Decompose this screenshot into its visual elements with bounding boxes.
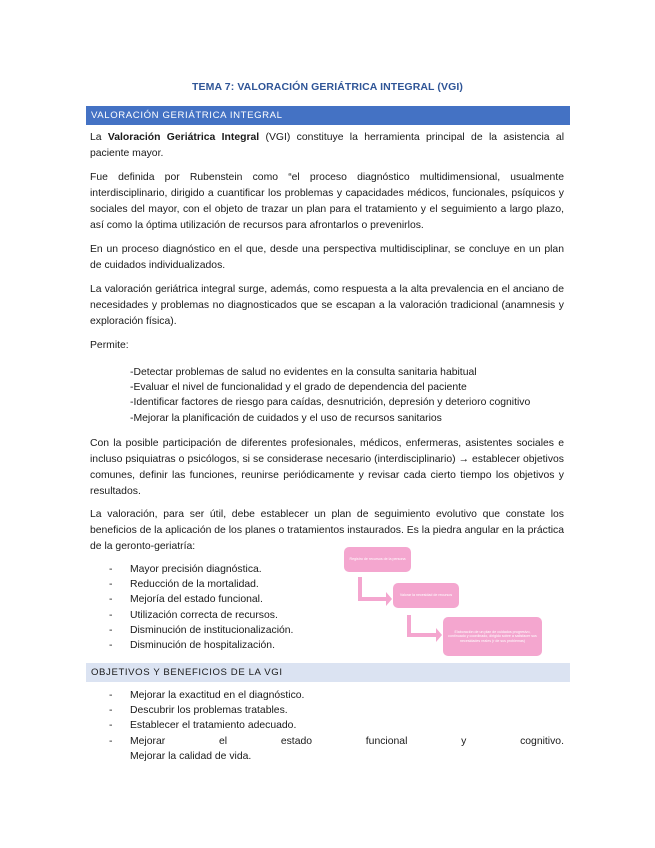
section-heading-objectives: OBJETIVOS Y BENEFICIOS DE LA VGI [86,663,570,682]
diagram-box-care-plan: Elaboración de un plan de cuidados progresivo, continuado y coordinado, dirigido sobre a satisfacer sus necesidades reales (r de sus problemas) [443,617,542,656]
process-diagram [340,545,550,660]
permite-label: Permite: [90,340,129,351]
list-item: - Utilización correcta de recursos. [109,609,278,621]
intro-prefix: La [90,132,108,143]
list-item: - Mejorar la exactitud en el diagnóstico. [109,690,305,701]
list-item: -Identificar factores de riesgo para caídas, desnutrición, depresión y deterioro cognitivo [130,397,531,409]
interdisciplinary-paragraph: Con la posible participación de diferentes profesionales, médicos, enfermeras, asistentes sociales e incluso psiquiatras o psicólogos, si se considerase necesario (interdisciplinario) → establecer objetivos comunes, definir las funciones, reunirse periódicamente y revisar cada cierto tiempo los objetivos y resultados. [90,438,564,497]
list-item: - Mejorar el estado funcional y cognitivo. [109,734,569,749]
intro-paragraph [90,130,564,162]
list-item: -Evaluar el nivel de funcionalidad y el grado de dependencia del paciente [130,382,467,394]
list-item: - Mejoría del estado funcional. [109,594,263,606]
justified-objective-line: Mejorar el estado funcional y cognitivo. [130,735,564,747]
list-item: - Reducción de la mortalidad. [109,579,259,591]
follow-up-paragraph: La valoración, para ser útil, debe establecer un plan de seguimiento evolutivo que constate los beneficios de la aplicación de los planes o tratamientos instaurados. Es la piedra angular en la práctica de la geronto-geriatría: [90,509,564,552]
intro-bold-term: Valoración Geriátrica Integral [107,132,260,143]
elbow-arrow-1 [358,577,392,606]
prevalence-paragraph: La valoración geriátrica integral surge, además, como respuesta a la alta prevalencia en el anciano de necesidades y problemas no diagnosticados que se escapan a la valoración tradicional (anamnesis y exploración física). [90,284,564,327]
list-item: - Establecer el tratamiento adecuado. [109,720,297,732]
page-title: TEMA 7: VALORACIÓN GERIÁTRICA INTEGRAL (VGI) [192,81,463,93]
diagram-box-assess: Valorar la necesidad de recursos [393,583,459,608]
diagram-box-register: Registro de recursos de la persona [344,547,411,572]
list-item: -Mejorar la planificación de cuidados y el uso de recursos sanitarios [130,412,442,424]
process-paragraph: En un proceso diagnóstico en el que, desde una perspectiva multidisciplinar, se concluye en un plan de cuidados individualizados. [90,244,564,271]
list-item: - Disminución de hospitalización. [109,640,275,652]
list-item-continuation: Mejorar la calidad de vida. [130,750,252,762]
objectives-list [109,688,569,764]
definition-paragraph: Fue definida por Rubenstein como “el proceso diagnóstico multidimensional, usualmente interdisciplinario, dirigido a cuantificar los problemas y capacidades médicos, funcionales, psíquicos y sociales del mayor, con el objeto de trazar un plan para el tratamiento y el seguimiento a largo plazo, así como la óptima utilización de recursos para afrontarlos o prevenirlos. [90,172,564,231]
list-item: - Disminución de institucionalización. [109,624,294,636]
section-heading-vgi: VALORACIÓN GERIÁTRICA INTEGRAL [86,106,570,125]
list-item: -Detectar problemas de salud no evidentes en la consulta sanitaria habitual [130,367,477,378]
elbow-arrow-2 [407,615,442,642]
permite-list [130,365,560,426]
list-item: - Descubrir los problemas tratables. [109,705,288,717]
intro-suffix: (VGI) constituye la herramienta principal de la asistencia al paciente mayor. [90,132,565,159]
list-item: - Mayor precisión diagnóstica. [109,564,262,575]
